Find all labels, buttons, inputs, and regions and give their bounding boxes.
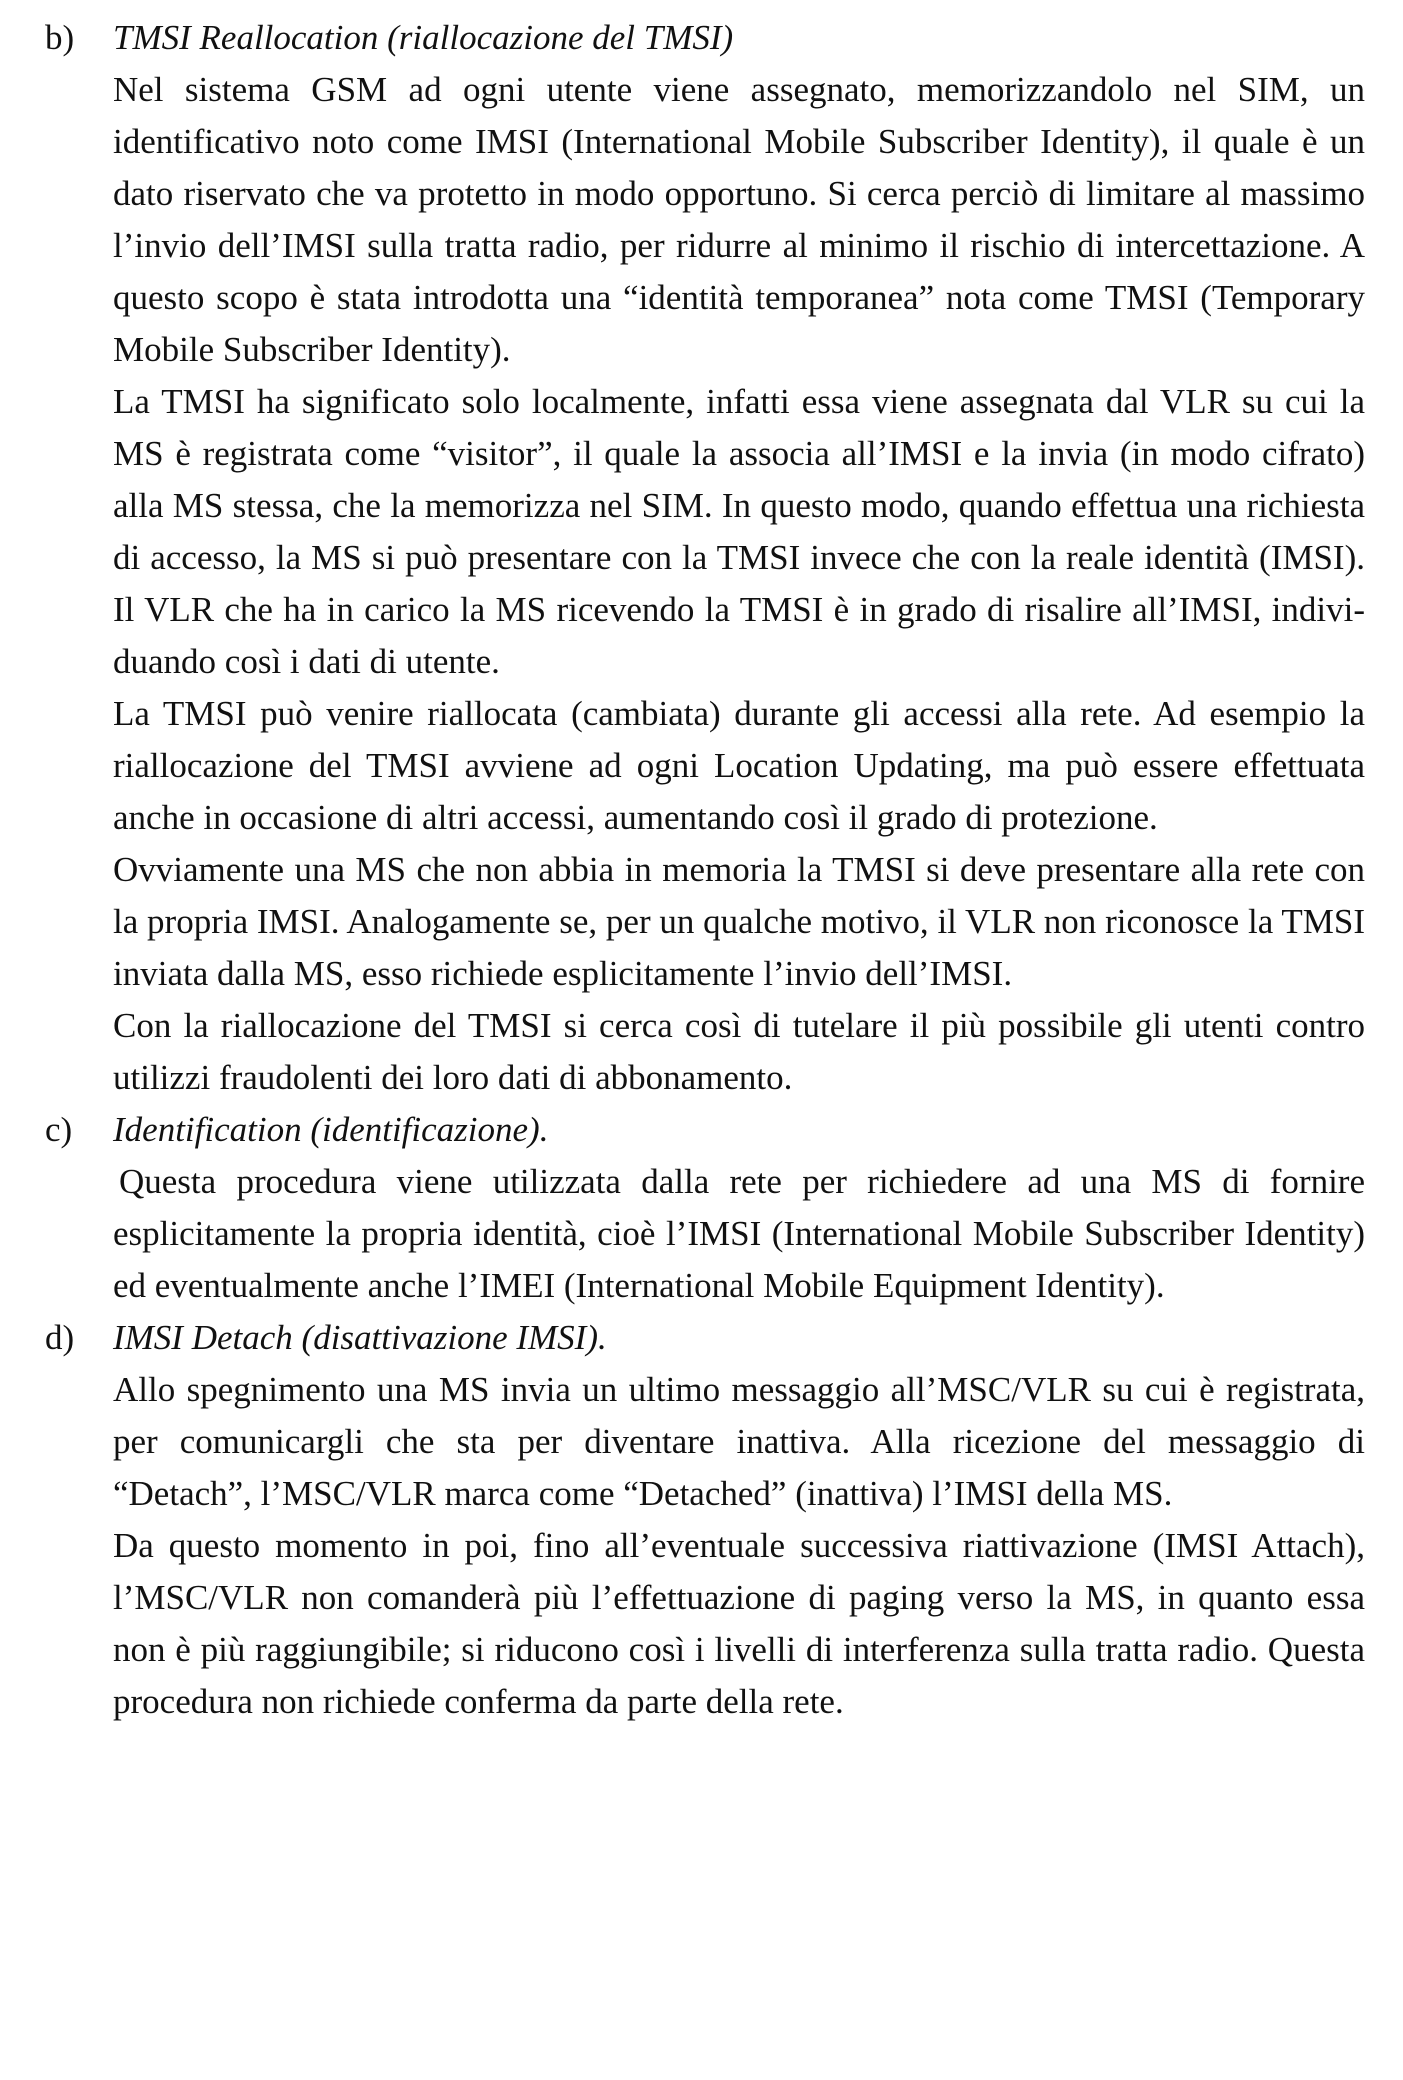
section-c-marker: c) bbox=[45, 1110, 73, 1149]
section-d-marker: d) bbox=[45, 1318, 75, 1357]
section-b-paragraph-1: Nel sistema GSM ad ogni utente viene assegnato, memorizzandolo nel SIM, un identificativo noto come IMSI (International Mobile Subscriber Identity), il quale è un dato riservato che va protetto in modo opportuno. Si cerca perciò di limitare al massimo l’invio dell’IMSI sulla tratta radio, per ridurre al minimo il rischio di intercettazione. A questo scopo è stata introdotta una “identità temporanea” nota come TMSI (Temporary Mobile Subscriber Identity). bbox=[113, 70, 1365, 369]
section-d-paragraph-1: Allo spegnimento una MS invia un ultimo messaggio all’MSC/VLR su cui è registrata, per comunicargli che sta per diventare inattiva. Alla ricezione del messaggio di “Detach”, l’MSC/VLR marca come “Detached” (inattiva) l’IMSI della MS. bbox=[113, 1370, 1365, 1513]
section-c-paragraph-1: Questa procedura viene utilizzata dalla rete per richiedere ad una MS di fornire esplicitamente la propria identità, cioè l’IMSI (International Mobile Subscriber Identity) ed eventualmente anche l’IMEI (International Mobile Equipment Identity). bbox=[113, 1162, 1365, 1305]
section-c-body bbox=[113, 1156, 1365, 1312]
section-b-paragraph-4: Ovviamente una MS che non abbia in memoria la TMSI si deve presentare alla rete con la propria IMSI. Analogamente se, per un qualche motivo, il VLR non riconosce la TMSI inviata dalla MS, esso richiede esplicitamente l’invio dell’IMSI. bbox=[113, 850, 1365, 993]
section-b-marker: b) bbox=[45, 18, 75, 57]
section-d-heading bbox=[45, 1312, 1365, 1364]
section-b-paragraph-3: La TMSI può venire riallocata (cambiata) durante gli accessi alla rete. Ad esempio la riallocazione del TMSI avviene ad ogni Location Updating, ma può essere effettuata anche in occasione di altri accessi, aumentando così il grado di protezione. bbox=[113, 694, 1365, 837]
section-d bbox=[45, 1312, 1365, 1728]
section-b-title: TMSI Reallocation (riallocazione del TMSI) bbox=[113, 18, 734, 57]
section-d-paragraph-2: Da questo momento in poi, fino all’eventuale successiva riattivazione (IMSI Attach), l’MSC/VLR non comanderà più l’effettuazione di paging verso la MS, in quanto essa non è più raggiungibile; si riducono così i livelli di interferenza sulla tratta radio. Questa procedura non richiede conferma da parte della rete. bbox=[113, 1526, 1365, 1721]
section-b bbox=[45, 12, 1365, 1104]
section-c-heading bbox=[45, 1104, 1365, 1156]
section-c bbox=[45, 1104, 1365, 1312]
document-page bbox=[45, 12, 1365, 1728]
section-c-title: Identification (identificazione). bbox=[113, 1110, 549, 1149]
section-d-title: IMSI Detach (disattivazione IMSI). bbox=[113, 1318, 607, 1357]
section-b-paragraph-2: La TMSI ha significato solo localmente, infatti essa viene assegnata dal VLR su cui la MS è registrata come “visitor”, il quale la associa all’IMSI e la invia (in modo cifrato) alla MS stessa, che la memorizza nel SIM. In questo modo, quando effettua una richiesta di accesso, la MS si può presentare con la TMSI invece che con la reale identità (IMSI). Il VLR che ha in carico la MS ricevendo la TMSI è in grado di risalire all’IMSI, individuando così i dati di utente. bbox=[113, 382, 1365, 681]
section-b-heading bbox=[45, 12, 1365, 64]
section-d-body bbox=[113, 1364, 1365, 1728]
section-b-paragraph-5: Con la riallocazione del TMSI si cerca così di tutelare il più possibile gli utenti contro utilizzi fraudolenti dei loro dati di abbonamento. bbox=[113, 1006, 1365, 1097]
section-b-body bbox=[113, 64, 1365, 1104]
